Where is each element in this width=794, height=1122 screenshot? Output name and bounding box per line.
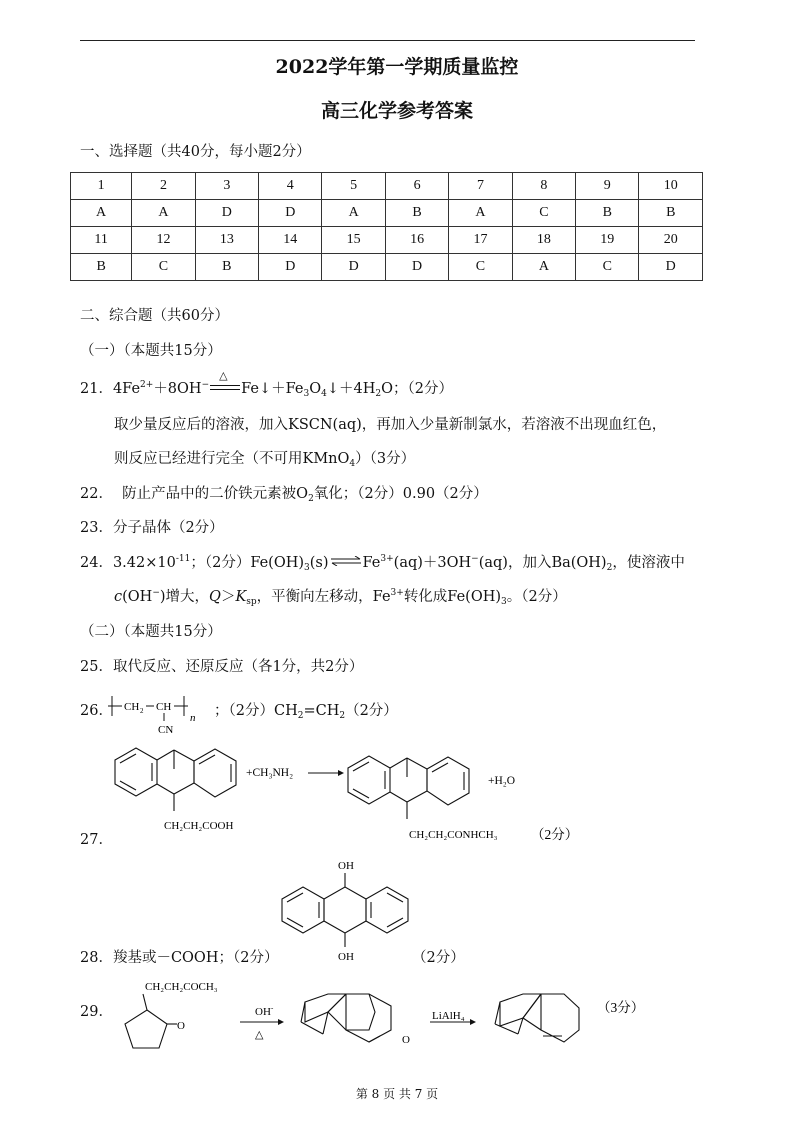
question-number-cell: 18 [512, 227, 575, 254]
q22-answer: 22． 防止产品中的二价铁元素被$O_2$氧化；（2分）0.90（2分） [80, 486, 488, 504]
carboxylic-acid-structure [115, 748, 236, 811]
svg-text:O: O [402, 1034, 410, 1046]
answer-cell: D [195, 200, 258, 227]
part1-heading: （一）（本题共15分） [80, 343, 222, 359]
section1-heading: 一、选择题（共40分，每小题2分） [80, 144, 311, 160]
question-number-cell: 15 [322, 227, 385, 254]
q26-text: ；（2分）$CH_2=CH_2(2$分） [214, 703, 398, 721]
question-number-cell: 2 [132, 173, 195, 200]
bicyclic-enone-structure [301, 994, 391, 1042]
answer-cell: B [71, 254, 132, 281]
svg-text:△: △ [255, 1029, 264, 1041]
svg-text:CH₂CH₂COCH₃: CH₂CH₂COCH₃ [145, 981, 218, 993]
q29-number: 29． [80, 1004, 113, 1020]
q26-number: 26． [80, 703, 113, 719]
svg-text:O: O [177, 1020, 185, 1032]
answer-cell: B [576, 200, 639, 227]
answer-row [71, 200, 703, 227]
q21-line3: 则反应已经进行完全（不可用KMnO$_4$）（3分） [114, 451, 416, 469]
answer-table [70, 172, 703, 281]
amide-structure [348, 756, 469, 819]
question-number-cell: 20 [639, 227, 703, 254]
question-number-cell: 12 [132, 227, 195, 254]
svg-text:CN: CN [158, 724, 174, 736]
q27-number: 27． [80, 832, 113, 848]
part2-heading: （二）（本题共15分） [80, 624, 222, 640]
page-subtitle: 高三化学参考答案 [320, 100, 473, 122]
svg-text:OH: OH [338, 951, 354, 963]
svg-text:+H₂O: +H₂O [488, 775, 516, 787]
answer-cell: A [132, 200, 195, 227]
question-number-cell: 11 [71, 227, 132, 254]
question-number-cell: 16 [385, 227, 448, 254]
svg-text:CH: CH [156, 701, 172, 713]
question-number-row [71, 227, 703, 254]
q29-reaction-scheme [105, 972, 665, 1067]
svg-text:OH: OH [255, 1006, 271, 1018]
q24-line1: 24．$3.42\times 10^{-11}$；（2分）$Fe(OH)_3(s)$ $Fe^{3+}(aq)+3OH^-(aq)$，加入$Ba(OH)_2$，使溶液中 [80, 554, 685, 573]
question-number-cell: 4 [259, 173, 322, 200]
answer-cell: B [195, 254, 258, 281]
svg-text:CH: CH [124, 701, 140, 713]
answer-cell: A [71, 200, 132, 227]
page-title: 2022学年第一学期质量监控 [275, 56, 519, 78]
question-number-cell: 17 [449, 227, 512, 254]
heat-equals-sign: △ [209, 381, 241, 397]
q25-answer: 25．取代反应、还原反应（各1分，共2分） [80, 659, 364, 675]
svg-text:（3分）: （3分） [597, 1000, 645, 1015]
q21-line2: 取少量反应后的溶液，加入KSCN(aq)，再加入少量新制氯水，若溶液不出现血红色， [114, 417, 667, 433]
svg-text:OH: OH [338, 860, 354, 872]
svg-text:-: - [271, 1004, 274, 1012]
q21-number: 21． [80, 381, 113, 397]
svg-text:（2分）: （2分） [531, 827, 579, 842]
answer-cell: A [449, 200, 512, 227]
answer-cell: D [259, 200, 322, 227]
question-number-cell: 6 [385, 173, 448, 200]
top-rule [80, 40, 695, 41]
answer-cell: C [132, 254, 195, 281]
bicyclic-alkene-structure [495, 994, 579, 1042]
polyacrylonitrile-structure [108, 690, 218, 738]
answer-cell: D [385, 254, 448, 281]
dihydroxy-dihydroanthracene-structure [270, 855, 420, 965]
answer-cell: D [322, 254, 385, 281]
q21-equation: 21．$4Fe^{2+}+8OH^-$ △ $Fe↓+Fe_3O_4↓+4H_2O$；（2分） [80, 369, 453, 399]
answer-cell: A [322, 200, 385, 227]
answer-cell: B [639, 200, 703, 227]
svg-text:2: 2 [140, 707, 144, 715]
question-number-cell: 1 [71, 173, 132, 200]
question-number-cell: 19 [576, 227, 639, 254]
question-number-cell: 10 [639, 173, 703, 200]
svg-text:CH₂CH₂COOH: CH₂CH₂COOH [164, 820, 234, 832]
page-footer: 第 8 页 共 7 页 [355, 1087, 439, 1101]
q24-line2: c(OH−)增大，$Q>K_{sp}$，平衡向左移动，$Fe^{3+}$转化成$Fe(OH)_3$。（2分） [114, 588, 567, 607]
q28-answer: 28．羧基或－COOH；（2分） [80, 950, 279, 966]
question-number-cell: 8 [512, 173, 575, 200]
answer-cell: D [259, 254, 322, 281]
q27-reaction-scheme [108, 735, 698, 850]
svg-text:n: n [190, 712, 196, 724]
q23-answer: 23．分子晶体（2分） [80, 520, 224, 536]
question-number-cell: 3 [195, 173, 258, 200]
q28-score: （2分） [412, 950, 465, 966]
answer-row [71, 254, 703, 281]
answer-cell: C [449, 254, 512, 281]
equilibrium-arrow [329, 556, 363, 566]
answer-cell: C [512, 200, 575, 227]
svg-text:CH₂CH₂CONHCH₃: CH₂CH₂CONHCH₃ [409, 829, 498, 841]
question-number-cell: 14 [259, 227, 322, 254]
question-number-cell: 7 [449, 173, 512, 200]
question-number-row [71, 173, 703, 200]
cyclopentanone-structure [125, 994, 177, 1048]
answer-cell: C [576, 254, 639, 281]
answer-cell: A [512, 254, 575, 281]
question-number-cell: 9 [576, 173, 639, 200]
svg-text:LiAlH₄: LiAlH₄ [432, 1010, 465, 1022]
question-number-cell: 5 [322, 173, 385, 200]
answer-cell: D [639, 254, 703, 281]
section2-heading: 二、综合题（共60分） [80, 308, 229, 324]
svg-text:+CH₃NH₂: +CH₃NH₂ [246, 767, 294, 779]
answer-cell: B [385, 200, 448, 227]
question-number-cell: 13 [195, 227, 258, 254]
